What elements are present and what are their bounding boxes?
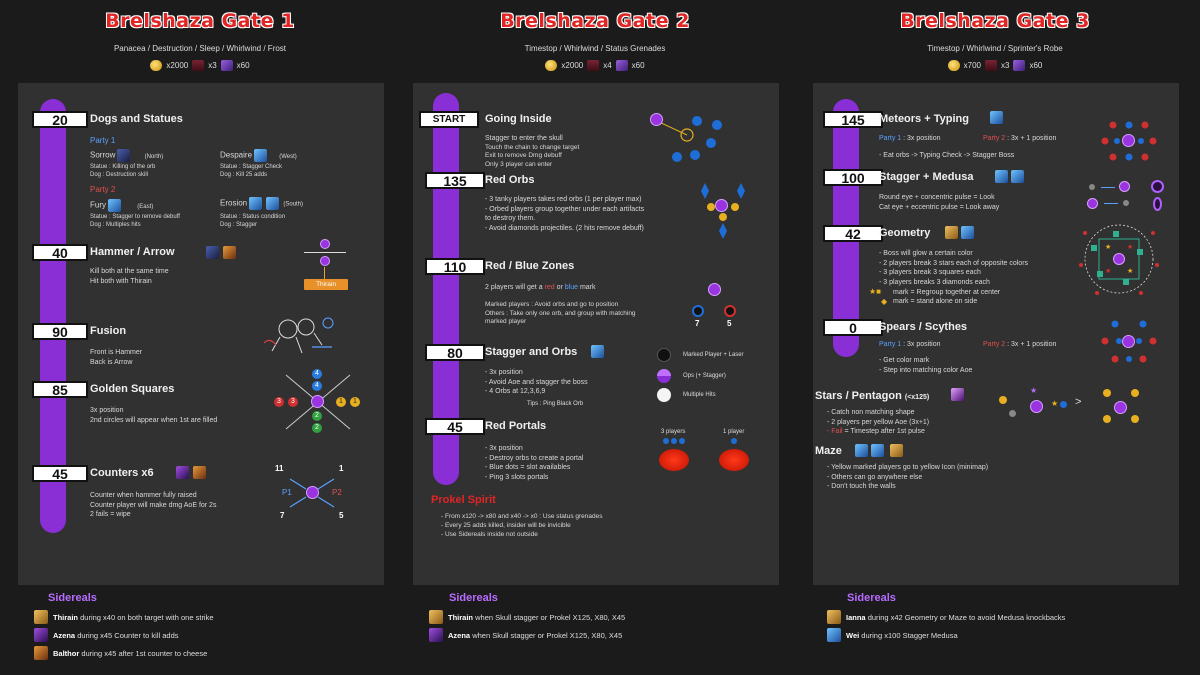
gate-title: Brelshaza Gate 3 [900,10,1090,32]
gate-panel [413,83,779,585]
mechanic-line: 2 fails = wipe [90,511,131,518]
gold-icon [545,60,557,71]
slot-dot [671,438,677,444]
circle-blue: 4 [312,381,322,391]
sidereal-row [429,610,625,624]
round-eye-icon [1151,180,1164,193]
svg-text:★: ★ [1105,268,1112,275]
sidereal-name: Ianna [846,612,866,622]
boss-icon [1087,198,1098,209]
sidereal-text: during x45 after 1st counter to cheese [81,648,208,658]
section-title: Counters x6 [90,467,154,479]
svg-text:★: ★ [1127,268,1134,275]
azena-portrait-icon [34,628,48,642]
loot-row [405,60,785,71]
fury-skill-icon [108,199,121,212]
sidereal-name: Thirain [53,612,79,622]
cat-eye-icon [1153,197,1162,211]
sidereal-name: Balthor [53,648,80,658]
section-title: Dogs and Statues [90,113,183,125]
gate-panel [18,83,384,585]
chest-amount: x3 [208,61,217,70]
mechanic-line: - Step into matching color Aoe [879,366,973,374]
thirain-icon [206,246,219,259]
mechanic-line: : 3x position [901,135,941,142]
mechanic-line: Dog : Stagger [220,222,258,228]
chest-icon [192,60,204,71]
mechanic-line: Statue : Stagger Check [220,164,283,170]
gold-amount: x2000 [166,61,189,70]
player-dot [1123,200,1129,206]
boss-icon [306,486,319,499]
look-arrow [1101,187,1115,188]
mechanic-line: - Orbed players group together under each artifacts [485,205,645,213]
boss-icon [1113,253,1125,265]
mechanic-line: - Destroy orbs to create a portal [485,454,584,462]
section-title: Stagger + Medusa [879,171,974,183]
mechanic-line: Exit to remove Dmg debuff [485,152,562,159]
boss-icon [1119,181,1130,192]
mechanic-line: Counter when hammer fully raised [90,492,197,499]
mechanic-line: to destroy them. [485,215,536,222]
sidereals-title: Sidereals [449,592,498,604]
loot-row [805,60,1185,71]
slot-dot [731,438,737,444]
mechanic-line: : 3x position [901,341,941,348]
hp-bar-marker: 20 [32,111,88,128]
circle-green: 2 [312,423,322,433]
clock-position: 5 [339,511,344,520]
gate-2-column [405,0,785,675]
section-title: Geometry [879,227,931,239]
sidereal-name: Thirain [448,612,474,622]
look-away-arrow [1104,203,1118,204]
mechanic-line: - Every 25 adds killed, insider will be invicible [441,522,571,529]
fail-word: - Fail [827,428,843,435]
sidereal-text: when Skull stagger or Prokel X125, X80, X45 [472,630,623,640]
star-square-icon: ★■ [869,287,882,296]
balthor-portrait-icon [34,646,48,660]
chest-icon [587,60,599,71]
party-label: Party 1 [90,136,116,145]
star-icon: ★ [1051,399,1059,408]
mechanic-line: 2nd circles will appear when 1st are filled [90,416,218,424]
mechanic-line: mark = stand alone on side [893,298,978,305]
typing-skill-icon [990,111,1003,124]
clock-position: 11 [275,464,284,473]
star-icon: ★ [1030,386,1038,395]
mechanic-line: 3x position [90,407,124,414]
hp-bar-marker: 110 [425,258,485,275]
section-title: Golden Squares [90,383,175,395]
circle-blue: 4 [312,369,322,379]
mechanic-line: Others : Take only one orb, and group with matching [485,309,636,317]
section-title: Hammer / Arrow [90,246,175,258]
chest-amount: x3 [1001,61,1010,70]
party-marker: P1 [282,488,292,497]
mechanic-line: - Eat orbs -> Typing Check -> Stagger Boss [879,152,1015,159]
gate-title: Brelshaza Gate 2 [500,10,690,32]
dog-name: Fury [90,200,106,210]
ianna-portrait-icon [827,610,841,624]
direction-label: (South) [283,201,304,208]
erosion-skill-icon-2 [266,197,279,210]
diamond-icon: ◆ [881,297,888,306]
section-title: Maze [815,445,842,457]
book-icon [616,60,628,71]
wei-portrait-icon [827,628,841,642]
circle-green: 2 [312,411,322,421]
hp-bar-marker: 80 [425,344,485,361]
sorrow-skill-icon [117,149,130,162]
boss-hammer-icon [320,239,330,249]
gate-subtitle: Timestop / Whirlwind / Status Grenades [524,44,666,53]
legend-label: Marked Player + Laser [683,352,744,358]
chest-icon [985,60,997,71]
sidereals-title: Sidereals [48,592,97,604]
book-amount: x60 [631,61,645,70]
sidereal-name: Azena [53,630,76,640]
mechanic-line: Dog : Destruction skill [90,172,149,178]
mechanic-line: Statue : Stagger to remove debuff [90,214,180,220]
thirain-portrait-icon [429,610,443,624]
mechanic-line: Dog : Kill 25 adds [220,172,268,178]
mechanic-line: - 3 players break 3 squares each [879,269,981,276]
dog-name: Sorrow [90,150,116,160]
mechanic-line: - Avoid Aoe and stagger the boss [485,378,588,386]
svg-text:★: ★ [1105,244,1112,251]
hp-bar-marker: 135 [425,172,485,189]
yellow-aoe-dot [1131,389,1139,397]
tips-label: Tips : Ping Black Orb [527,401,584,407]
party-label: Party 1 [879,341,902,348]
book-amount: x60 [236,61,250,70]
gold-icon [150,60,162,71]
yellow-aoe-dot [1103,389,1111,397]
yellow-aoe-dot [1103,415,1111,423]
thirain-portrait-icon [34,610,48,624]
mechanic-line: Kill both at the same time [90,268,169,275]
pentagon-skill-icon [951,388,964,401]
party-marker: P2 [332,488,342,497]
gate-3-column [805,0,1185,675]
sidereals-title: Sidereals [847,592,896,604]
slot-dot [679,438,685,444]
book-icon [1013,60,1025,71]
mechanic-line: mark [578,284,596,291]
sidereal-row [827,628,958,642]
sidereal-text: during x45 Counter to kill adds [77,630,179,640]
mechanic-line: - 3 tanky players takes red orbs (1 per player max) [485,196,642,203]
mechanic-line: Round eye + concentric pulse = Look [879,194,995,201]
hp-bar-marker: 0 [823,319,883,336]
section-title: Red Portals [485,420,547,432]
portal-label: 1 player [723,429,745,435]
mechanic-line: - 3 players breaks 3 diamonds each [879,278,990,286]
blue-zone-icon [692,305,704,317]
section-title: Spears / Scythes [879,321,968,333]
mechanic-line: Only 3 player can enter [485,160,553,168]
hp-bar-marker: 42 [823,225,883,242]
gate-1-column [10,0,390,675]
boss-icon [708,283,721,296]
sidereal-row [827,610,1065,624]
clock-position: 1 [339,464,344,473]
mechanic-line: - Blue dots = slot availables [485,464,571,471]
hp-bar-marker: 40 [32,244,88,261]
gold-amount: x2000 [561,61,584,70]
white-orb-icon [657,388,671,402]
mechanic-line: Front is Hammer [90,349,143,356]
sidereal-text: during x40 on both target with one strike [80,612,214,622]
mechanic-line: Statue : Status condition [220,214,286,220]
mechanic-line: - Avoid diamonds projectiles. (2 hits remove debuff) [485,224,644,232]
azena-icon [176,466,189,479]
mechanic-line: : 3x + 1 position [1005,341,1057,348]
maze-icon [855,444,868,457]
mechanic-line: Marked players : Avoid orbs and go to position [485,301,619,308]
mechanic-line: - Don't touch the walls [827,483,896,490]
direction-label: (West) [279,153,297,160]
boss-icon [1122,335,1135,348]
hp-bar-marker: 45 [425,418,485,435]
gate-subtitle: Timestop / Whirlwind / Sprinter's Robe [927,44,1063,53]
legend-label: Ops (+ Stagger) [683,373,726,379]
book-amount: x60 [1029,61,1043,70]
wei-icon [995,170,1008,183]
circle-red: 3 [274,397,284,407]
sidereal-row [34,646,207,660]
direction-label: (North) [144,153,164,160]
mechanic-line: - Catch non matching shape [827,409,915,416]
fusion-sketch [258,315,338,357]
red-word: red [544,284,555,291]
red-portal-icon [719,449,749,471]
mechanic-line: Stagger to enter the skull [485,135,563,142]
circle-yellow: 1 [336,397,346,407]
hp-bar-marker: 90 [32,323,88,340]
boss-icon [1114,401,1127,414]
mechanic-line: Back is Arrow [90,358,133,366]
clock-position: 7 [280,511,285,520]
sidereal-text: during x42 Geometry or Maze to avoid Medusa knockbacks [867,612,1066,622]
mechanic-line: Statue : Killing of the orb [90,164,156,170]
section-title: Fusion [90,325,127,337]
mechanic-line: - 2 players break 3 stars each of opposite colors [879,259,1029,267]
boss-icon [715,199,728,212]
thirain-tag: Thirain [304,279,348,290]
sidereal-name: Azena [448,630,471,640]
mechanic-line: - Boss will glow a certain color [879,250,973,257]
circle-yellow: 1 [350,397,360,407]
black-orb-icon [657,348,671,362]
hp-bar-marker: 45 [32,465,88,482]
stagger-skill-icon [1011,170,1024,183]
mechanic-line: - Ping 3 slots portals [485,473,549,481]
sidereal-row [429,628,622,642]
mechanic-line: - Use Sidereals inside not outside [441,531,538,538]
mechanic-line: - Get color mark [879,357,930,364]
slot-dot [663,438,669,444]
sidereal-text: when Skull stagger or Prokel X125, X80, X45 [475,612,626,622]
boss-icon [1030,400,1043,413]
hp-bar-marker: 85 [32,381,88,398]
mechanic-line: : 3x + 1 position [1005,135,1057,142]
party-label: Party 2 [983,341,1006,348]
stagger-skill-icon [591,345,604,358]
mechanic-line: marked player [485,318,527,325]
red-zone-icon [724,305,736,317]
mechanic-line: Hit both with Thirain [90,277,152,285]
gold-icon [948,60,960,71]
position-number: 5 [727,319,732,328]
mechanic-line: - 3x position [485,445,523,452]
dog-name: Despaire [220,150,253,160]
hp-bar-marker: 100 [823,169,883,186]
erosion-skill-icon [249,197,262,210]
mechanic-line: = Timestep after 1st pulse [842,428,925,435]
section-title: Meteors + Typing [879,113,969,125]
boss-icon [1122,134,1135,147]
mechanic-line: Dog : Multiples hits [90,222,141,228]
mechanic-line: - 3x position [485,369,523,376]
player-dot [1089,184,1095,190]
mechanic-line: Counter player will make dmg AoE for 2s [90,501,217,509]
gate-subtitle: Panacea / Destruction / Sleep / Whirlwind / Frost [113,44,287,53]
mechanic-line: Cat eye + eccentric pulse = Look away [879,203,1000,211]
blue-word: blue [564,284,579,291]
legend-label: Multiple Hits [683,392,716,398]
player-dot [1060,401,1067,408]
gold-amount: x700 [963,61,981,70]
pointer-line [324,267,325,279]
section-title: Stagger and Orbs [485,346,578,358]
section-title: Red Orbs [485,174,535,186]
hp-bar-marker: START [419,111,479,128]
balthor-icon [193,466,206,479]
arrow-sign: > [1075,396,1082,408]
section-title: Stars / Pentagon [815,390,902,402]
circle-red: 3 [288,397,298,407]
party-label: Party 1 [879,135,902,142]
despaire-skill-icon [254,149,267,162]
sidereal-row [34,628,179,642]
ianna-icon [945,226,958,239]
red-portal-icon [659,449,689,471]
sidereal-text: during x100 Stagger Medusa [861,630,958,640]
gate-title: Brelshaza Gate 1 [105,10,295,32]
chest-amount: x4 [603,61,612,70]
mechanic-line: Touch the chain to change target [485,143,580,151]
dog-name: Erosion [220,198,248,208]
wei-icon [871,444,884,457]
party-label: Party 2 [90,185,116,194]
mechanic-line: - 4 Orbs at 12,3,6,9 [485,388,546,395]
mechanic-line: - Yellow marked players go to yellow Icon (minimap) [827,464,989,471]
position-number: 7 [695,319,700,328]
mechanic-line: - Others can go anywhere else [827,473,923,481]
portal-label: 3 players [661,429,686,435]
section-title: Prokel Spirit [431,494,496,506]
loot-row [10,60,390,71]
balthor-icon [223,246,236,259]
azena-portrait-icon [429,628,443,642]
section-title: Red / Blue Zones [485,260,575,272]
mechanic-line: or [554,284,565,291]
svg-text:★: ★ [1127,244,1134,251]
section-title: Going Inside [485,113,552,125]
mechanic-line: mark = Regroup together at center [893,289,1001,296]
yellow-aoe-dot [999,396,1007,404]
sidereal-row [34,610,214,624]
boss-icon [311,395,324,408]
direction-label: (East) [137,203,154,210]
purple-orb-icon [657,369,671,383]
mechanic-line: - 2 players per yellow Aoe (3x+1) [827,418,930,426]
hp-bar-marker: 145 [823,111,883,128]
yellow-aoe-dot [1131,415,1139,423]
gate-panel [813,83,1179,585]
player-dot [1009,410,1016,417]
ianna-icon [890,444,903,457]
book-icon [221,60,233,71]
skill-icon [961,226,974,239]
mechanic-line: - From x120 -> x80 and x40 -> x0 : Use status grenades [441,513,603,520]
section-subtitle: (<x125) [904,394,930,401]
mechanic-line: 2 players will get a [485,284,545,291]
sidereal-name: Wei [846,630,860,640]
divider-line [304,252,346,253]
boss-skull-icon [650,113,663,126]
party-label: Party 2 [983,135,1006,142]
boss-arrow-icon [320,256,330,266]
